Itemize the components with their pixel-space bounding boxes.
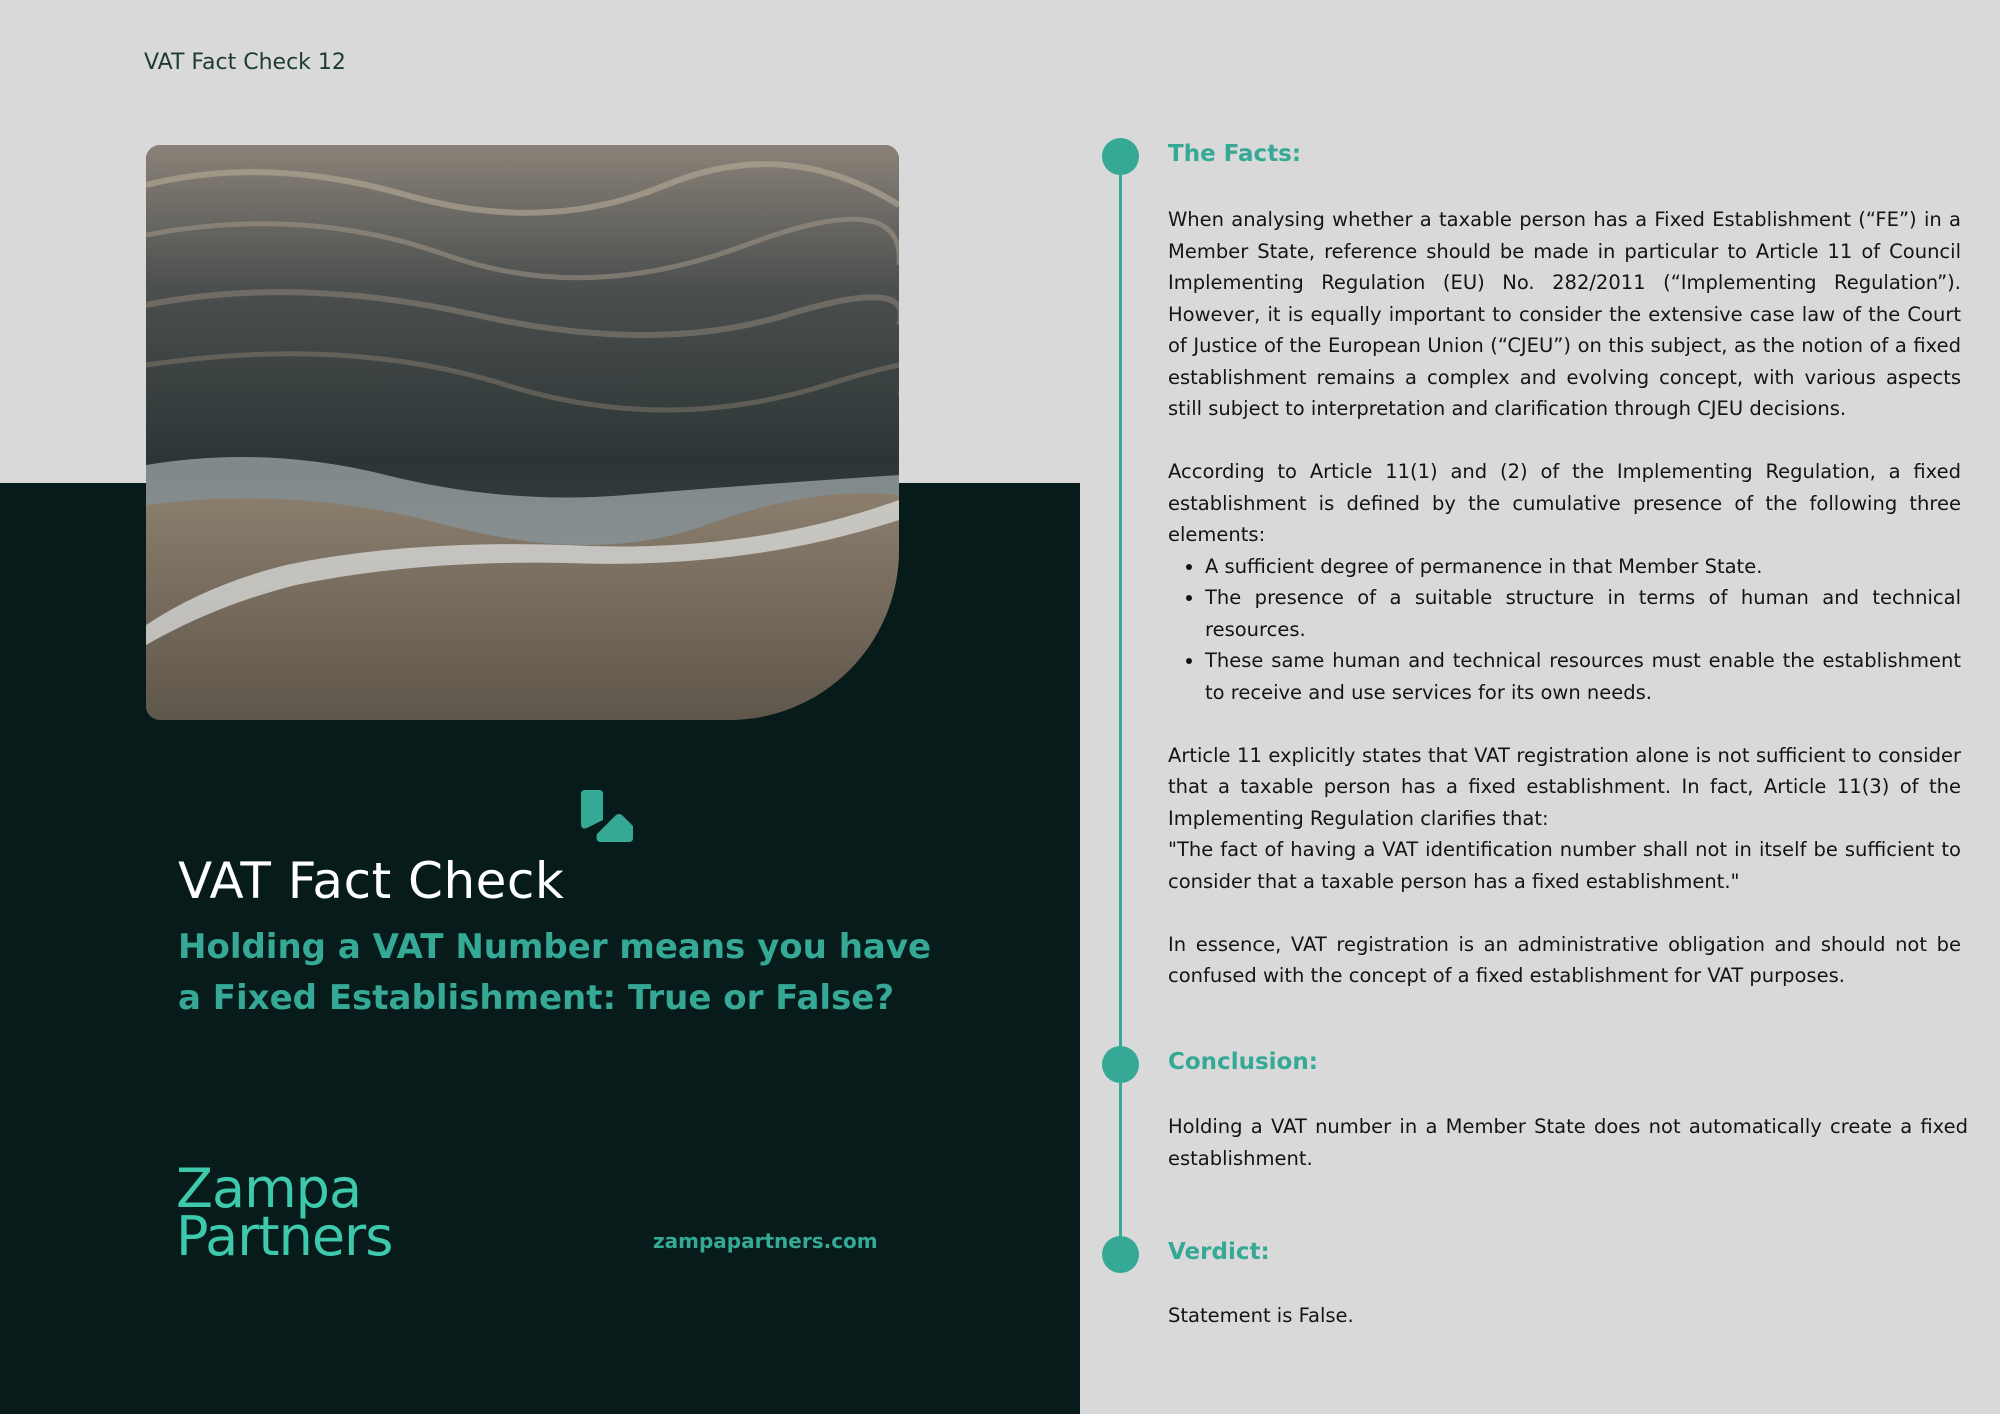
verdict-heading: Verdict: — [1168, 1239, 1270, 1265]
hero-subtitle: Holding a VAT Number means you have a Fixed Establishment: True or False? — [178, 927, 932, 1018]
facts-heading: The Facts: — [1168, 141, 1302, 167]
hero-title: VAT Fact Check — [178, 852, 565, 910]
facts-body — [1168, 204, 1961, 992]
list-item: • A sufficient degree of permanence in that Member State. — [1205, 551, 1961, 583]
facts-paragraph: In essence, VAT registration is an administrative obligation and should not be confused with the concept of a fixed establishment for VAT purposes. — [1168, 932, 1961, 987]
document-label: VAT Fact Check 12 — [144, 50, 346, 75]
conclusion-text: Holding a VAT number in a Member State does not automatically create a fixed establishment. — [1168, 1115, 1968, 1170]
facts-paragraph: According to Article 11(1) and (2) of the Implementing Regulation, a fixed establishment is defined by the cumulative presence of the following three elements: — [1168, 460, 1961, 546]
website-link[interactable]: zampapartners.com — [653, 1229, 878, 1253]
facts-paragraph: Article 11 explicitly states that VAT registration alone is not sufficient to consider that a taxable person has a fixed establishment. In fact, Article 11(3) of the Implementing Regulation clarifies that: — [1168, 743, 1961, 830]
facts-paragraph: When analysing whether a taxable person has a Fixed Establishment (“FE”) in a Member State, reference should be made in particular to Article 11 of Council Implementing Regulation (EU) No. 282/2011 (“Implementing Regulation”). However, it is equally important to consider the extensive case law of the Court of Justice of the European Union (“CJEU”) on this subject, as the notion of a fixed establishment remains a complex and evolving concept, with various aspects still subject to interpretation and clarification through CJEU decisions. — [1168, 208, 1961, 420]
timeline-dot-conclusion — [1102, 1046, 1139, 1083]
logo-line-1: Zampa — [176, 1157, 362, 1220]
zampa-partners-logo — [176, 1157, 393, 1268]
list-item: • The presence of a suitable structure in terms of human and technical resources. — [1205, 582, 1961, 645]
conclusion-heading: Conclusion: — [1168, 1049, 1318, 1075]
regulation-quote: "The fact of having a VAT identification number shall not in itself be sufficient to consider that a taxable person has a fixed establishment." — [1168, 838, 1961, 893]
logo-line-2: Partners — [176, 1205, 393, 1268]
ocean-wave-photo — [146, 145, 899, 720]
list-item: • These same human and technical resources must enable the establishment to receive and use services for its own needs. — [1205, 645, 1961, 708]
timeline-line — [1119, 157, 1122, 1255]
verdict-text: Statement is False. — [1168, 1304, 1354, 1327]
brand-mark-icon — [581, 790, 633, 842]
timeline-dot-verdict — [1102, 1236, 1139, 1273]
timeline-dot-facts — [1102, 138, 1139, 175]
elements-list — [1168, 551, 1961, 709]
